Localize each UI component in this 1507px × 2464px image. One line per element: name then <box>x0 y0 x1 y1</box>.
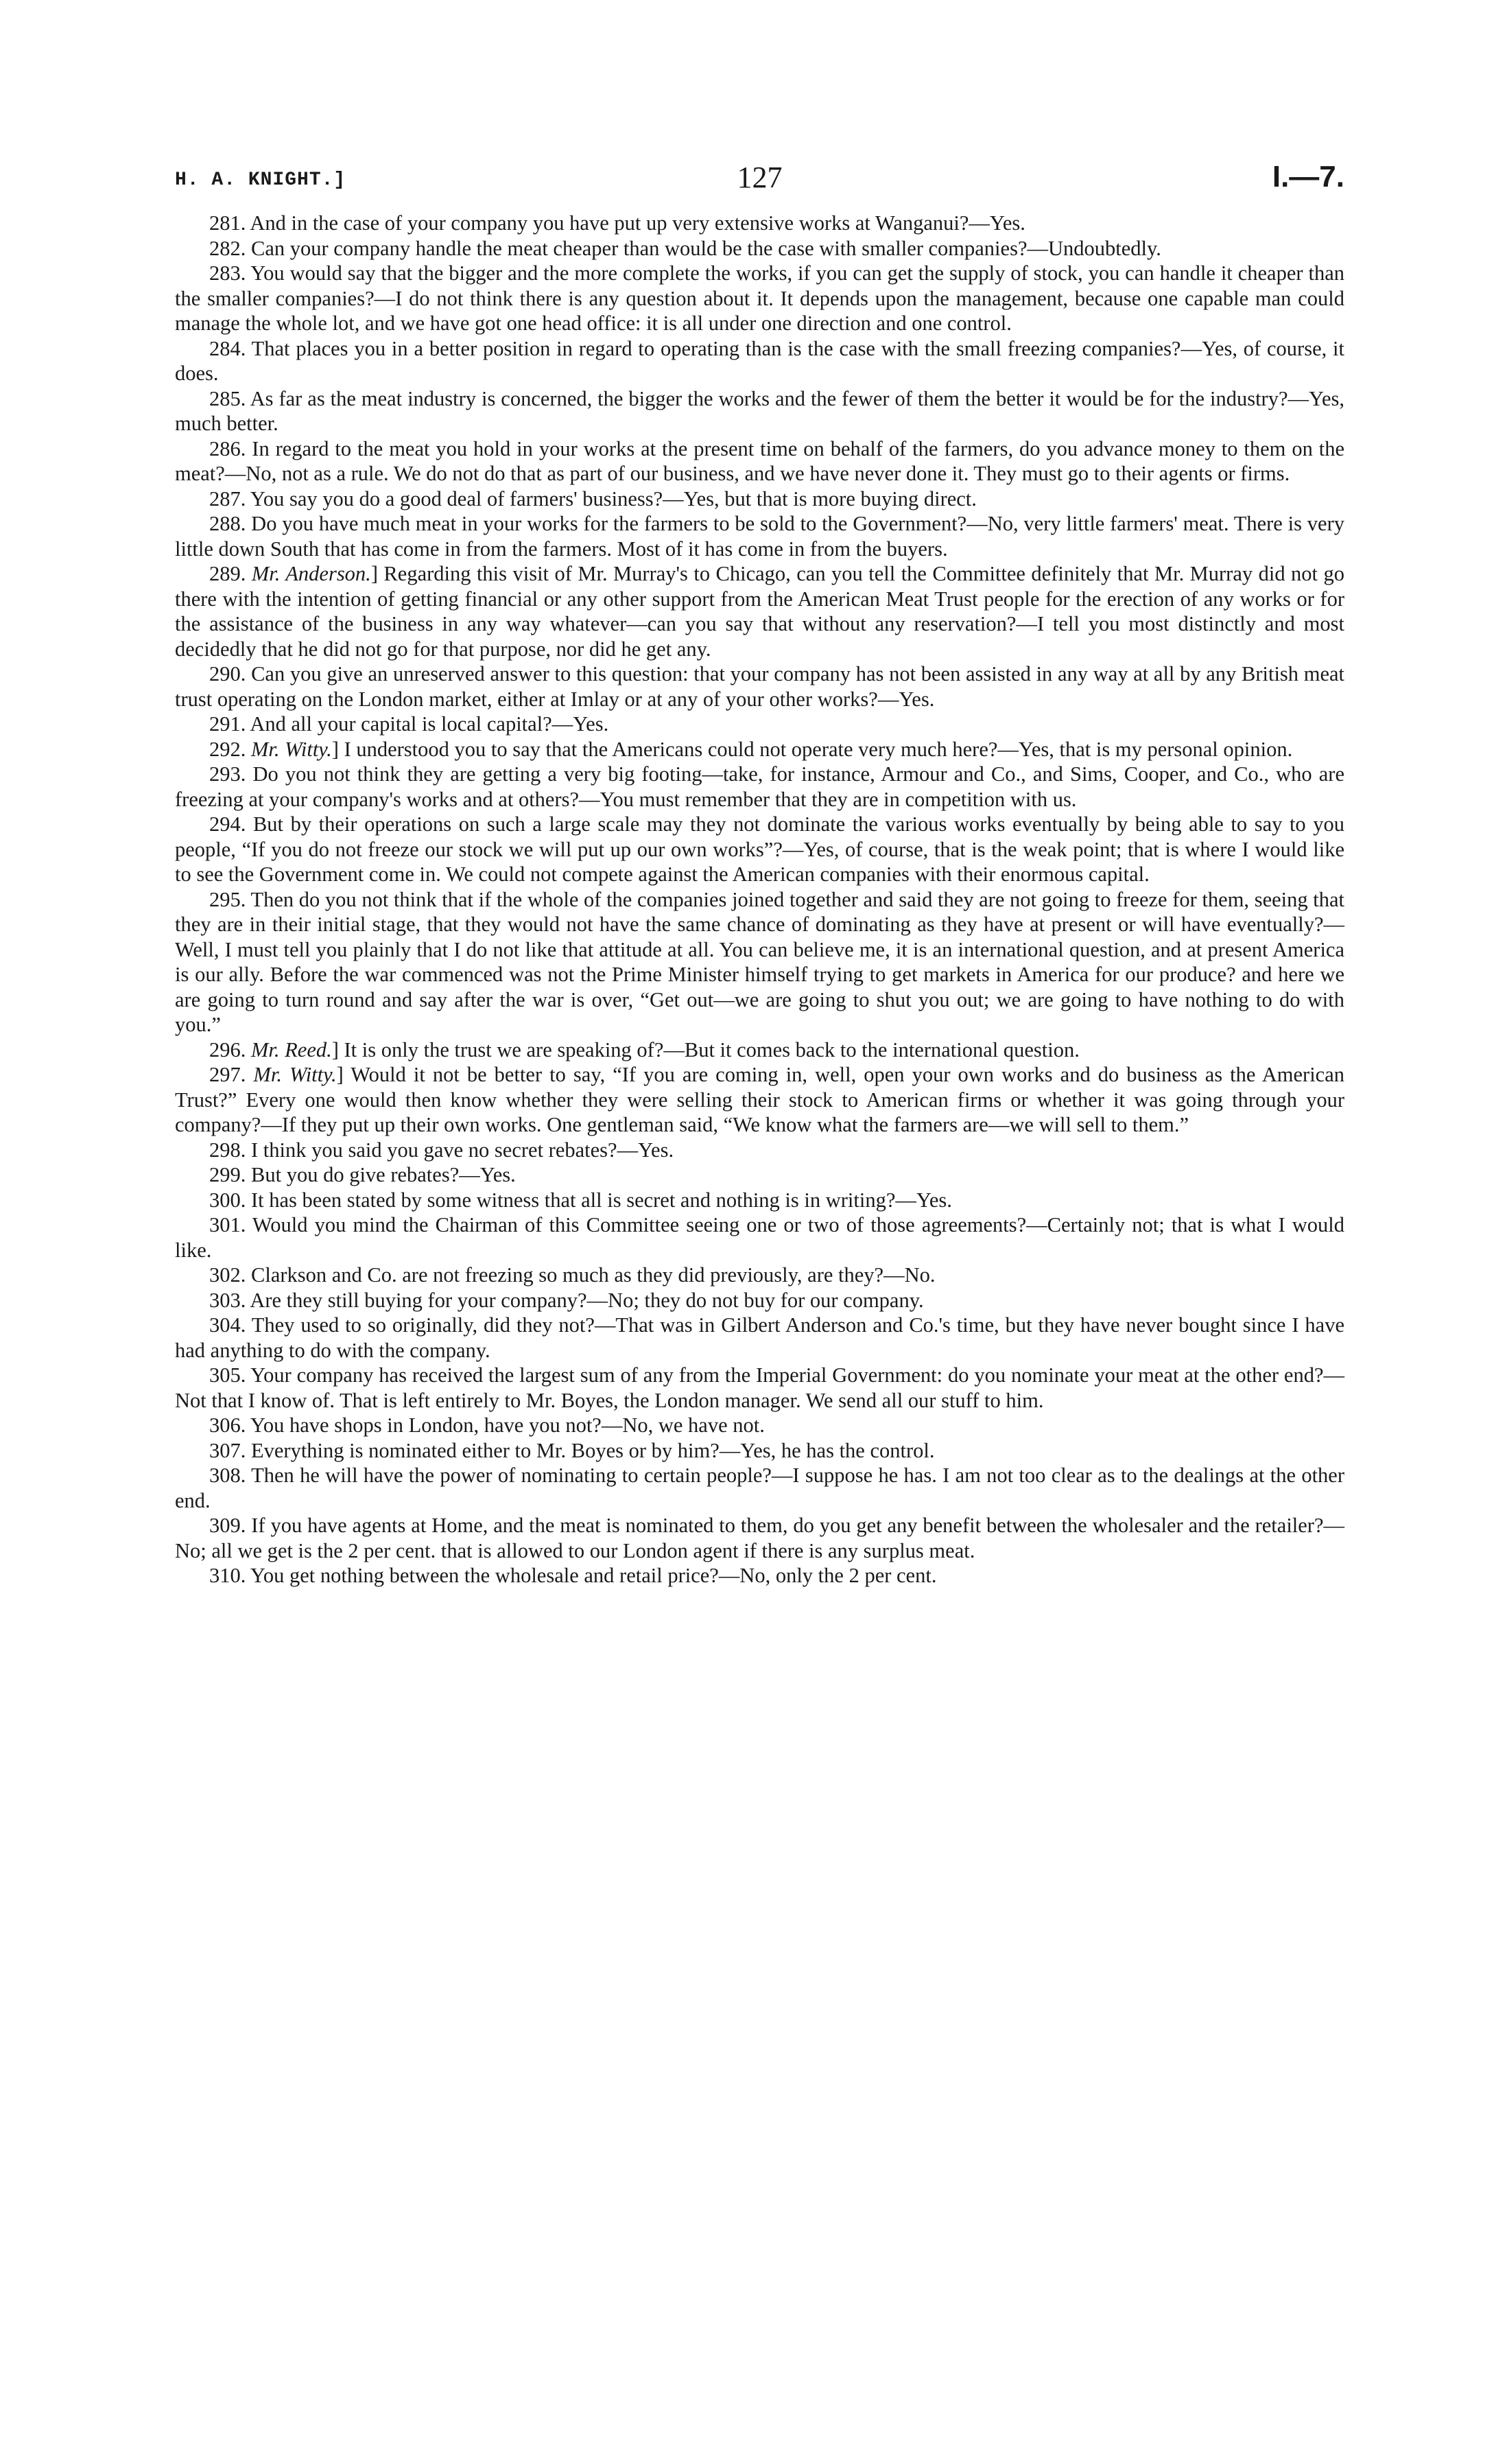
paragraph-289 <box>175 561 1344 661</box>
page-number: 127 <box>737 161 783 194</box>
paragraph-302: 302. Clarkson and Co. are not freezing so much as they did previously, are they?—No. <box>209 1263 936 1287</box>
paragraph-300: 300. It has been stated by some witness that all is secret and nothing is in writing?—Yes. <box>209 1188 952 1212</box>
paragraph-285: 285. As far as the meat industry is concerned, the bigger the works and the fewer of them the better it would be for the industry?—Yes, much better. <box>175 386 1344 435</box>
paragraph-288: 288. Do you have much meat in your works for the farmers to be sold to the Government?—No, very little farmers' meat. There is very little down South that has come in from the farmers. Most of it has come in from the buyers. <box>175 512 1344 561</box>
page-body <box>175 211 1344 1588</box>
paragraph-text: ] It is only the trust we are speaking of?—But it comes back to the international question. <box>331 1037 1080 1061</box>
paragraph-295: 295. Then do you not think that if the whole of the companies joined together and said they are not going to freeze for them, seeing that they are in their initial stage, that they would not have the same chance of dominating as they have at present or will have eventually?—Well, I must tell you plainly that I do not like that attitude at all. You can believe me, it is an international question, and at present America is our ally. Before the war commenced was not the Prime Minister himself trying to get markets in America for our produce? and here we are going to turn round and say after the war is over, “Get out—we are going to shut you out; we are going to have nothing to do with you.” <box>175 887 1344 1036</box>
paragraph-292 <box>175 737 1344 762</box>
paragraph-297 <box>175 1062 1344 1138</box>
question-number: 292. <box>209 737 246 761</box>
paragraph-306: 306. You have shops in London, have you not?—No, we have not. <box>209 1413 765 1437</box>
paragraph-309: 309. If you have agents at Home, and the meat is nominated to them, do you get any benefit between the wholesaler and the retailer?—No; all we get is the 2 per cent. that is allowed to our London agent if there is any surplus meat. <box>175 1514 1344 1562</box>
paragraph-291: 291. And all your capital is local capital?—Yes. <box>209 712 609 736</box>
paragraph-282: 282. Can your company handle the meat cheaper than would be the case with smaller companies?—Undoubtedly. <box>209 236 1161 260</box>
paragraph-296 <box>175 1037 1344 1063</box>
paragraph-301: 301. Would you mind the Chairman of this Committee seeing one or two of those agreements?—Certainly not; that is what I would like. <box>175 1213 1344 1262</box>
paragraph-text: ] Regarding this visit of Mr. Murray's to Chicago, can you tell the Committee definitely that Mr. Murray did not go there with the intention of getting financial or any other support from the American Meat Trust people for the erection of any works or for the assistance of the business in any way whatever—can you say that without any reservation?—I tell you most distinctly and most decidedly that he did not go for that purpose, nor did he get any. <box>175 562 1344 661</box>
paragraph-307: 307. Everything is nominated either to Mr. Boyes or by him?—Yes, he has the control. <box>209 1438 935 1462</box>
paragraph-303: 303. Are they still buying for your company?—No; they do not buy for our company. <box>209 1288 924 1312</box>
speaker-name: Mr. Anderson. <box>251 562 371 585</box>
question-number: 289. <box>209 562 246 585</box>
paragraph-284: 284. That places you in a better position in regard to operating than is the case with the small freezing companies?—Yes, of course, it does. <box>175 336 1344 385</box>
paragraph-298: 298. I think you said you gave no secret rebates?—Yes. <box>209 1138 674 1162</box>
paragraph-304: 304. They used to so originally, did they not?—That was in Gilbert Anderson and Co.'s time, but they have never bought since I have had anything to do with the company. <box>175 1313 1344 1362</box>
paragraph-287: 287. You say you do a good deal of farmers' business?—Yes, but that is more buying direct. <box>209 486 977 511</box>
paragraph-text: ] I understood you to say that the Americans could not operate very much here?—Yes, that is my personal opinion. <box>331 737 1293 761</box>
paragraph-299: 299. But you do give rebates?—Yes. <box>209 1163 516 1186</box>
witness-name: H. A. KNIGHT.] <box>175 169 346 191</box>
paragraph-283: 283. You would say that the bigger and the more complete the works, if you can get the supply of stock, you can handle it cheaper than the smaller companies?—I do not think there is any question about it. It depends upon the management, because one capable man could manage the whole lot, and we have got one head office: it is all under one direction and one control. <box>175 261 1344 335</box>
paragraph-290: 290. Can you give an unreserved answer to this question: that your company has not been assisted in any way at all by any British meat trust operating on the London market, either at Imlay or at any of your other works?—Yes. <box>175 662 1344 711</box>
document-page <box>175 154 1344 1588</box>
paragraph-text: ] Would it not be better to say, “If you are coming in, well, open your own works and do business as the American Trust?” Every one would then know whether they were selling their stock to American firms or whether it was going through your company?—If they put up their own works. One gentleman said, “We know what the farmers are—we will sell to them.” <box>175 1063 1344 1136</box>
paragraph-308: 308. Then he will have the power of nominating to certain people?—I suppose he has. I am not too clear as to the dealings at the other end. <box>175 1464 1344 1512</box>
paragraph-294: 294. But by their operations on such a large scale may they not dominate the various works eventually by being able to say to you people, “If you do not freeze our stock we will put up our own works”?—Yes, of course, that is the weak point; that is where I would like to see the Government come in. We could not compete against the American companies with their enormous capital. <box>175 812 1344 886</box>
paragraph-286: 286. In regard to the meat you hold in your works at the present time on behalf of the farmers, do you advance money to them on the meat?—No, not as a rule. We do not do that as part of our business, and we have never done it. They must go to their agents or firms. <box>175 436 1344 485</box>
paper-reference: I.—7. <box>1272 160 1344 193</box>
question-number: 297. <box>209 1063 246 1086</box>
paragraph-281: 281. And in the case of your company you have put up very extensive works at Wanganui?—Yes. <box>209 211 1025 235</box>
paragraph-310: 310. You get nothing between the wholesale and retail price?—No, only the 2 per cent. <box>209 1564 937 1587</box>
speaker-name: Mr. Witty. <box>251 737 332 761</box>
speaker-name: Mr. Reed. <box>251 1037 332 1061</box>
paragraph-305: 305. Your company has received the largest sum of any from the Imperial Government: do you nominate your meat at the other end?—Not that I know of. That is left entirely to Mr. Boyes, the London manager. We send all our stuff to him. <box>175 1363 1344 1412</box>
paragraph-293: 293. Do you not think they are getting a very big footing—take, for instance, Armour and Co., and Sims, Cooper, and Co., who are freezing at your company's works and at others?—You must remember that they are in competition with us. <box>175 762 1344 811</box>
page-header <box>175 154 1344 209</box>
question-number: 296. <box>209 1037 246 1061</box>
speaker-name: Mr. Witty. <box>253 1063 337 1086</box>
